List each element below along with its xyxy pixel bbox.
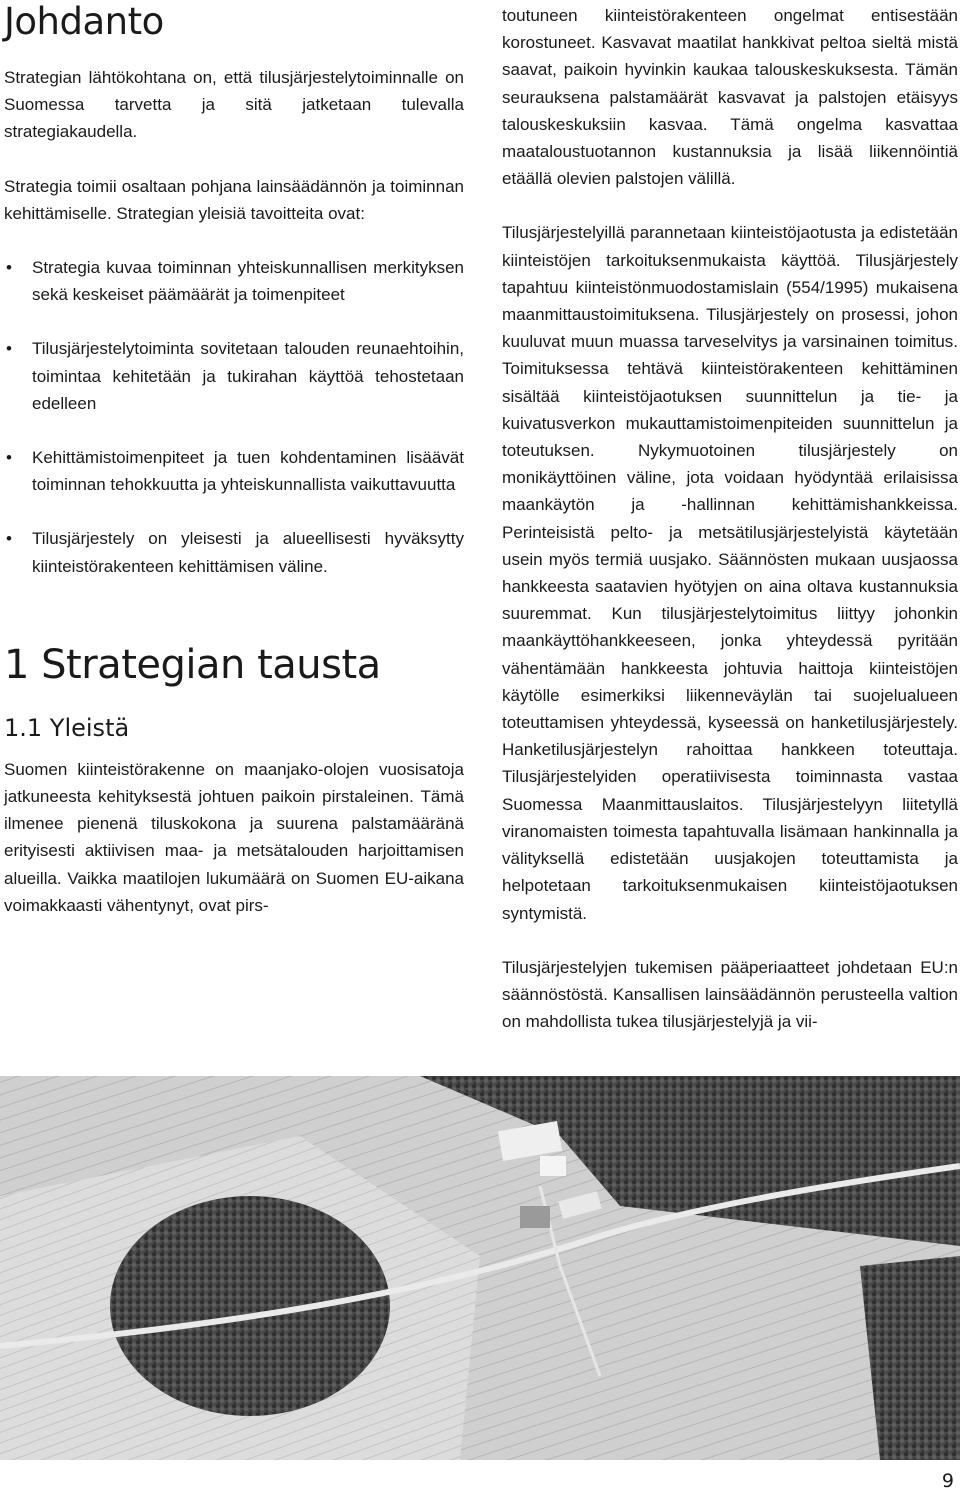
aerial-photo-image xyxy=(0,1076,960,1460)
heading-johdanto: Johdanto xyxy=(4,0,164,43)
right-paragraph-2: Tilusjärjestelyillä parannetaan kiinteistöjaotusta ja edistetään kiinteistöjen tarkoituksenmukaista käyttöä. Tilusjärjestely tapahtuu kiinteistönmuodostamislain (554/1995) mukaisena maanmittaustoimituksena. Tilusjärjestely on prosessi, johon kuuluvat muun muassa tarveselvitys ja varsinainen toimitus. Toimituksessa tehtävä kiinteistörakenteen kehittäminen sisältää kiinteistöjaotuksen suunnittelun ja tie- ja kuivatusverkon mukauttamistoimenpiteiden suunnittelun ja toteutuksen. Nykymuotoinen tilusjärjestely on monikäyttöinen väline, jota voidaan hyödyntää erilaisissa maankäytön ja -hallinnan kehittämishankkeissa. Perinteisistä pelto- ja metsätilusjärjestelyistä käytetään usein myös termiä uusjako. Säännösten mukaan uusjaossa hankkeesta saatavien hyötyjen on aina oltava kustannuksia suuremmat. Kun tilusjärjestelytoimitus liittyy johonkin maankäyttöhankkeeseen, jonka yhteydessä pyritään vähentämään hankkeesta johtuvia haittoja kiinteistöjen käytölle esimerkiksi liikenneväylän tai suojelualueen toteuttamisen yhteydessä, kyseessä on hanketilusjärjestely. Hanketilusjärjestelyn rahoittaa hankkeen toteuttaja. Tilusjärjestelyiden operatiivisesta toiminnasta vastaa Suomessa Maanmittauslaitos. Tilusjärjestelyyn liitetyllä viranomaisten toimesta tapahtuvalla lisämaan hankinnalla ja välityksellä edistetään uusjakojen toteuttamista ja helpotetaan tarkoituksenmukaisen kiinteistöjaotuksen syntymistä. xyxy=(502,223,958,923)
goal-text: Strategia kuvaa toiminnan yhteiskunnallisen merkityksen sekä keskeiset päämäärät ja toimenpiteet xyxy=(32,258,464,305)
list-item xyxy=(4,444,464,498)
list-item xyxy=(4,254,464,308)
right-paragraph-1: toutuneen kiinteistörakenteen ongelmat entisestään korostuneet. Kasvavat maatilat hankkivat peltoa sieltä mistä saavat, paikoin hyvinkin kaukaa talouskeskuksesta. Tämän seurauksena palstamäärät kasvavat ja palstojen etäisyys talouskeskuksiin kasvaa. Tämä ongelma kasvattaa maataloustuotannon kustannuksia ja lisää liikennöintiä etäällä olevien palstojen välillä. xyxy=(502,6,958,189)
bullet-icon: • xyxy=(6,258,12,278)
left-column xyxy=(4,0,464,919)
intro-paragraph-2: Strategia toimii osaltaan pohjana lainsäädännön ja toiminnan kehittämiselle. Strategian yleisiä tavoitteita ovat: xyxy=(4,176,464,223)
goals-list xyxy=(4,254,464,580)
goal-text: Tilusjärjestelytoiminta sovitetaan talouden reunaehtoihin, toimintaa kehitetään ja tukirahan käyttöä tehostetaan edelleen xyxy=(32,339,464,413)
goal-text: Tilusjärjestely on yleisesti ja alueellisesti hyväksytty kiinteistörakenteen kehittämisen väline. xyxy=(32,529,464,576)
bullet-icon: • xyxy=(6,529,12,549)
heading-yleista: 1.1 Yleistä xyxy=(4,713,130,742)
list-item xyxy=(4,335,464,417)
goal-text: Kehittämistoimenpiteet ja tuen kohdentaminen lisäävät toiminnan tehokkuutta ja yhteiskunnallista vaikuttavuutta xyxy=(32,448,464,495)
right-paragraph-3: Tilusjärjestelyjen tukemisen pääperiaatteet johdetaan EU:n säännöstöstä. Kansallisen lainsäädännön perusteella valtion on mahdollista tukea tilusjärjestelyjä ja vii- xyxy=(502,957,958,1032)
bullet-icon: • xyxy=(6,448,12,468)
right-column xyxy=(502,2,958,1035)
list-item xyxy=(4,525,464,579)
intro-paragraph-1: Strategian lähtökohtana on, että tilusjärjestelytoiminnalle on Suomessa tarvetta ja sitä jatketaan tulevalla strategiakaudella. xyxy=(4,68,464,142)
heading-strategian-tausta: 1 Strategian tausta xyxy=(4,641,381,688)
yleista-paragraph: Suomen kiinteistörakenne on maanjako-olojen vuosisatoja jatkuneesta kehityksestä johtuen paikoin pirstaleinen. Tämä ilmenee pienenä tiluskokona ja suurena palstamääränä erityisesti aktiivisen maa- ja metsätalouden harjoittamisen alueilla. Vaikka maatilojen lukumäärä on Suomen EU-aikana voimakkaasti vähentynyt, ovat pirs- xyxy=(4,759,464,915)
bullet-icon: • xyxy=(6,339,12,359)
page-number: 9 xyxy=(941,1470,954,1492)
aerial-photo xyxy=(0,1076,960,1460)
